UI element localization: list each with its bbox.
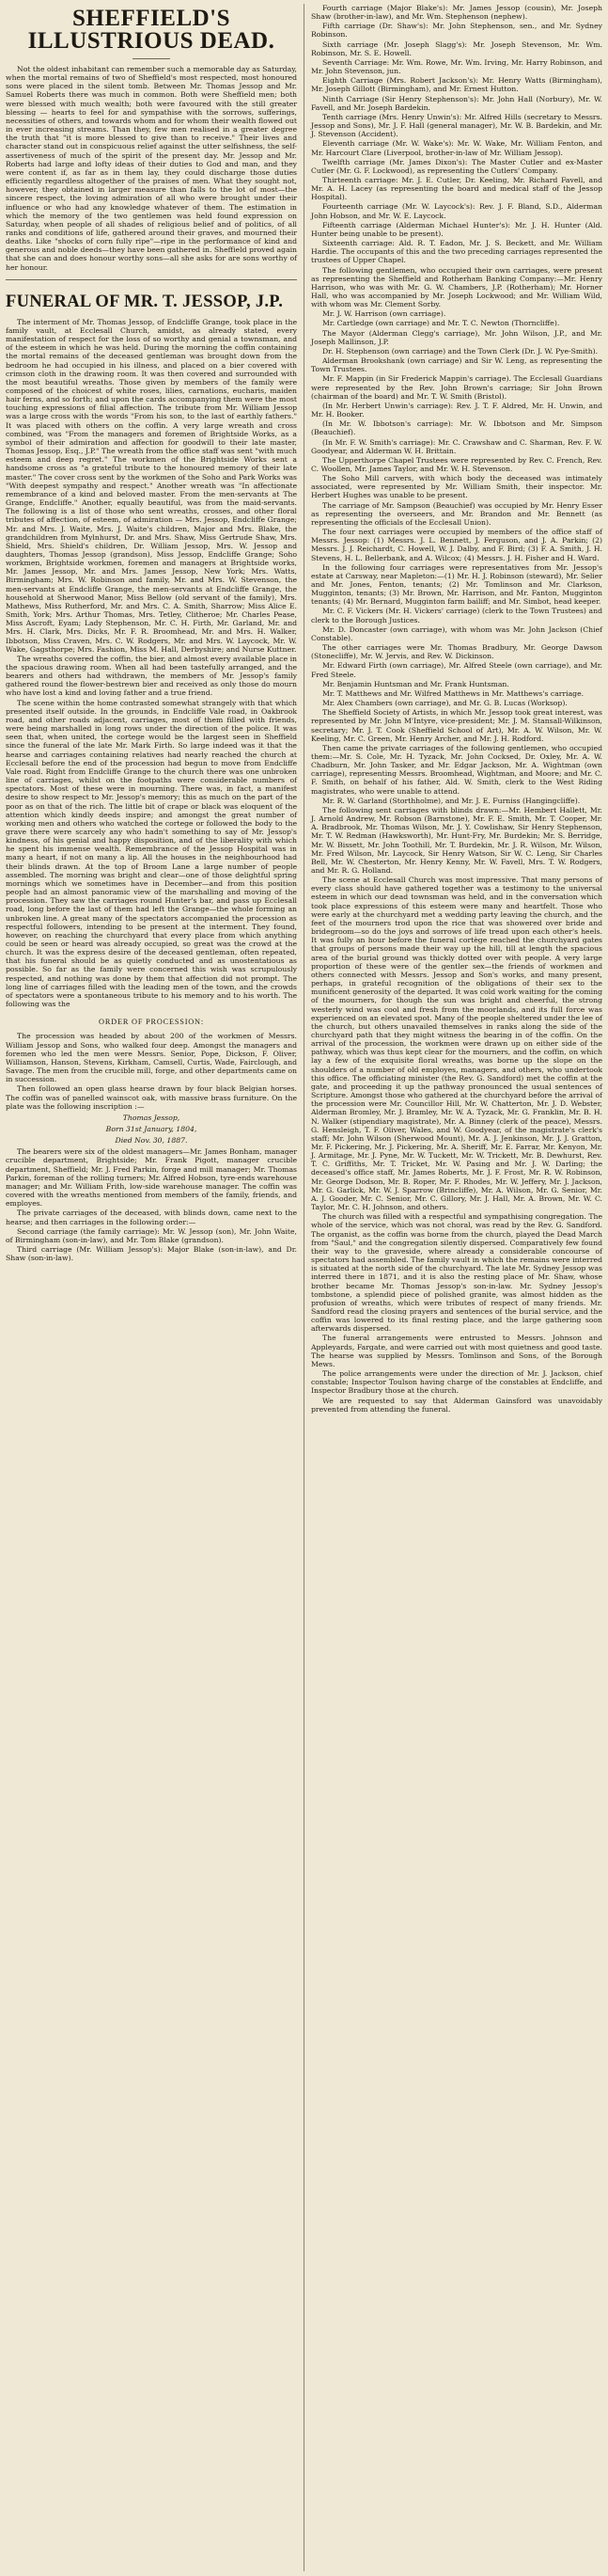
body-paragraph: The following sent carriages with blinds drawn:—Mr. Hembert Hallett, Mr. J. Arnold Andrew, Mr. Robson (Barnstone), Mr. F. E. Smith, Mr. T. Cooper, Mr. A. Bradbrook, Mr. Thomas Wilson, Mr. J. Y. Cowlishaw, Sir Henry Stephenson, Mr. T. W. Redman (Hawksworth), Mr. Hunt-Fry, Mr. Burdekin; Mr. S. Berridge, Mr. W. Bissett, Mr. John Toothill, Mr. T. Burdekin, Mr. J. R. Wilson, Mr. Wilson, Mr. Fred Wilson, Mr. Laycock, Sir Henry Watson, Sir W. C. Leng, Sir Charles Bell, Mr. W. Chesterton, Mr. Henry Kenny, Mr. W. Favell, Mrs. T. W. Rodgers, and Mr. R. G. Holland.	[311, 805, 602, 875]
body-paragraph: Fifth carriage (Dr. Shaw's): Mr. John Stephenson, sen., and Mr. Sydney Robinson.	[311, 22, 602, 40]
body-paragraph: The police arrangements were under the direction of Mr. J. Jackson, chief constable; Inspector Toulson having charge of the constables at Endcliffe, and Inspector Bradbury those at the church.	[311, 1369, 602, 1396]
body-paragraph: Mr. J. W. Harrison (own carriage).	[322, 309, 446, 319]
body-paragraph: Ninth Carriage (Sir Henry Stephenson's): Mr. John Hall (Norbury), Mr. W. Favell, and Mr. Joseph Bardekin.	[311, 94, 602, 112]
body-paragraph: The Sheffield Society of Artists, in which Mr. Jessop took great interest, was represented by Mr. John M'Intyre, vice-president; Mr. J. M. Stansall-Wilkinson, secretary; Mr. J. T. Cook (Sheffield School of Art), Mr. A. W. Wilson, Mr. W. Keeling, Mr. C. Green, Mr. Henry Archer, and Mr. J. H. Rodford.	[311, 708, 602, 743]
article-title: SHEFFIELD'S ILLUSTRIOUS DEAD.	[27, 6, 275, 54]
body-paragraph: The bearers were six of the oldest managers—Mr. James Bonham, manager crucible department, Brightside; Mr. Frank Pigott, manager crucible department, Sheffield; Mr. J. Fred Parkin, forge and mill manager; Mr. Thomas Parkin, foreman of the rolling turners; Mr. Alfred Hobson, tyre-ends warehouse manager; and Mr. William Frith, low-side warehouse manager. The coffin was covered with the wreaths mentioned from members of the family, friends, and employes.	[6, 1147, 297, 1209]
body-paragraph: Second carriage (the family carriage): Mr. W. Jessop (son), Mr. John Waite, of Birmingham (son-in-law), and Mr. Tom Blake (grandson).	[6, 1226, 297, 1244]
body-paragraph: Alderman Brookshank (own carriage) and Sir W. Leng, as representing the Town Trustees.	[311, 356, 602, 374]
body-paragraph: The church was filled with a respectful and sympathising congregation. The whole of the service, which was not choral, was read by the Rev. G. Sandford. The organist, as the coffin was borne from the church, played the Dead March from "Saul," and the congregation silently dispersed. Comparatively few found their way to the graveside, where already a considerable concourse of spectators had assembled. The family vault in which the remains were interred is situated at the north side of the churchyard. The late Mr. Sydney Jessop was interred there in 1871, and it is also the resting place of Mr. Shaw, whose brother became Mr. Thomas Jessop's son-in-law. Mr. Sydney Jessop's tombstone, a splendid piece of polished granite, was almost hidden as the profusion of wreaths, which were tributes of respect of many friends. Mr. Sandford read the closing prayers and sentences of the burial service, and the coffin was lowered to its final resting place, and the large gathering soon afterwards dispersed.	[311, 1212, 602, 1334]
body-paragraph: Tenth carriage (Mrs. Henry Unwin's): Mr. Alfred Hills (secretary to Messrs. Jessop and Sons), Mr. J. F. Hall (general manager), Mr. W. B. Bardekin, and Mr. J. Stevenson (Accident).	[311, 112, 602, 139]
body-paragraph: Eighth Carriage (Mrs. Robert Jackson's): Mr. Henry Watts (Birmingham), Mr. Joseph Gillott (Birmingham), and Mr. Ernest Hutton.	[311, 76, 602, 94]
body-paragraph: Mr. F. Mappin (in Sir Frederick Mappin's carriage). The Ecclesall Guardians were represented by the Rev. John Brown's carriage; Sir John Brown (chairman of the board) and Mr. T. W. Smith (Bristol).	[311, 374, 602, 401]
body-paragraph: Twelfth carriage (Mr. James Dixon's): The Master Cutler and ex-Master Cutler (Mr. G. F. Lockwood), as representing the Cutlers' Company.	[311, 157, 602, 175]
body-paragraph: (In Mr. F. W. Smith's carriage): Mr. C. Crawshaw and C. Sharman, Rev. F. W. Goodyear, and Alderman W. H. Brittain.	[311, 437, 602, 455]
body-paragraph: In the following four carriages were representatives from Mr. Jessop's estate at Carsway, near Mapleton:—(1) Mr. H. J. Robinson (steward), Mr. Selier and Mr. Jones, Fenton, tenants; (2) Mr. Tomlinson and Mr. Clarkson, Mugginton, tenants; (3) Mr. Brown, Mr. Harrison, and Mr. Fanton, Mugginton tenants; (4) Mr. Bernard, Mugginton farm bailiff; and Mr. Simbot, head keeper.	[311, 562, 602, 607]
body-paragraph: The private carriages of the deceased, with blinds down, came next to the hearse; and then carriages in the following order:—	[6, 1209, 297, 1226]
body-paragraph: Sixth carriage (Mr. Joseph Slagg's): Mr. Joseph Stevenson, Mr. Wm. Robinson, Mr. S. E. Howell.	[311, 40, 602, 57]
body-paragraph: The interment of Mr. Thomas Jessop, of Endcliffe Grange, took place in the family vault, at Ecclesall Church, amidst, as already stated, every manifestation of respect for the loss of so worthy and genial a townsman, and of the esteem in which he was held. During the morning the coffin containing the mortal remains of the deceased gentleman was brought down from the bedroom he had occupied in his illness, and placed on a bier covered with crimson cloth in the drawing room. It was then covered and surrounded with the most beautiful wreaths. Those given by members of the family were composed of the choicest of white roses, lilies, carnations, eucharis, maiden hair ferns, and so forth; and upon the cards accompanying them were the most touching expressions of filial affection. The tribute from Mr. William Jessop was a large cross with the words "From his son, to the last of earthly fathers." It was placed with others on the coffin. A very large wreath and cross combined, was "From the managers and foremen of Brightside Works, as a symbol of their admiration and affection for goodwill to their late master, Thomas Jessop, Esq., J.P." The wreath from the office staff was sent "with much esteem and deep regret." The workmen of the Brightside Works sent a handsome cross as "a grateful tribute to the honoured memory of their late master." The cover cross sent by the workmen of the Soho and Park Works was "With deepest sympathy and respect." Another wreath was "In affectionate remembrance of a kind and beloved master. From the men-servants at The Grange, Endcliffe." Another, equally beautiful, was from the maid-servants. The following is a list of those who sent wreaths, crosses, and other floral tributes of affection, of esteem, of admiration — Mrs. Jessop, Endcliffe Grange; Mr. and Mrs. J. Waite, Mrs. J. Waite's children, Major and Mrs. Blake, the grandchildren from Mylnhurst, Dr. and Mrs. Shaw, Miss Gertrude Shaw, Mrs. Shield, Mrs. Shield's children, Dr. William Jessop, Mrs. W. Jessop and daughters, Thomas Jessop (grandson), Miss Jessop, Endcliffe Grange; Soho workmen, Brightside workmen, foremen and managers at Brightside works, Mr. James Jessop, Mr. and Mrs. James Jessop, New York; Mrs. Watts, Birmingham; Mrs. W. Robinson and family, Mr. and Mrs. W. Stevenson, the men-servants at Endcliffe Grange, the men-servants at Endcliffe Grange, the household at Sherwood Manor, Miss Bellow (old servant of the family), Mrs. Mathews, Miss Rutherford, Mr. and Mrs. C. A. Smith, Sharrow; Miss Alice E. Smith, York; Mrs. Arthur Thomas, Mrs. Tetley, Clitheroe; Mr. Charles Pease, Miss Ascroft, Eyam; Lady Stephenson, Mr. C. H. Firth, Mr. Garland, Mr. and Mrs. H. Clark, Mrs. Dicks, Mr. F. R. Broomhead, Mr. and Mrs. H. Walker, Ibbotson, Miss Craven, Mrs. C. W. Rodgers, Mr. and Mrs. W. Laycock, Mr. W. Wake, Gagsthorpe; Mrs. Fashion, Miss M. Hall, Derbyshire; and Nurse Kuttner.	[6, 317, 297, 654]
body-paragraph: Mr. Edward Firth (own carriage), Mr. Alfred Steele (own carriage), and Mr. Fred Steele.	[311, 661, 602, 679]
body-paragraph: Mr. T. Matthews and Mr. Wilfred Matthews in Mr. Matthews's carriage.	[322, 688, 585, 698]
order-of-procession-heading: ORDER OF PROCESSION:	[99, 1018, 204, 1027]
body-paragraph: The other carriages were Mr. Thomas Bradbury, Mr. George Dawson (Stonecliffe), Mr. W. Jervis, and Rev. W. Dickinson.	[311, 643, 602, 661]
body-paragraph: Mr. Benjamin Huntsman and Mr. Frank Huntsman.	[322, 679, 509, 688]
body-paragraph: Then followed an open glass hearse drawn by four black Belgian horses. The coffin was of panelled wainscot oak, with massive brass furniture. On the plate was the following inscription :—	[6, 1084, 297, 1111]
body-paragraph: Fourth carriage (Major Blake's): Mr. James Jessop (cousin), Mr. Joseph Shaw (brother-in-law), and Mr. Wm. Stephenson (nephew).	[311, 4, 602, 22]
inscription-name: Thomas Jessop,	[122, 1113, 180, 1122]
body-paragraph: Dr. H. Stephenson (own carriage) and the Town Clerk (Dr. J. W. Pye-Smith).	[322, 346, 599, 356]
body-paragraph: The scene within the home contrasted somewhat strangely with that which presented itself outside. In the grounds, in Endcliffe Vale road, in Oakbrook road, and other roads adjacent, carriages, most of them filled with friends, were being marshalled in long rows under the direction of the police. It was seen that, when united, the cortege would be the largest seen in Sheffield since the funeral of the late Mr. Mark Firth. So large indeed was it that the hearse and carriages containing relatives had nearly reached the church at Ecclesall before the end of the procession had begun to move from Endcliffe Vale road. Right from Endcliffe Grange to the church there was one unbroken line of carriages, whilst on the footpaths were considerable numbers of spectators. Most of these were in mourning. There was, in fact, a manifest desire to show respect to Mr. Jessop's memory; this as much on the part of the poor as on that of the rich. The little bit of crape or black was eloquent of the attention which kindly deeds inspire; and amongst the great number of working men and others who watched the cortege or followed the body to the grave there were scarcely any who hadn't something to say of Mr. Jessop's kindness, of his genial and happy disposition, and of the liberality with which he spent his immense wealth. Remembrance of the Jessop Hospital was in many a heart, if not on many a lip. All the houses in the neighbourhood had their blinds drawn. At the top of Broom Lane a large number of people assembled. The morning was bright and clear—one of those delightful spring mornings which we sometimes have in December—and from this position people had an almost panoramic view of the marshalling and moving of the procession. They saw the carriages round Hunter's bar, and pass up Ecclesall road, long before the last of them had left the Grange—the whole forming an unbroken line. A great many of the spectators accompanied the procession as respectful followers, intending to be present at the interment. They found, however, on reaching the churchyard that every place from which anything could be seen or heard was already occupied, so great was the crowd at the church. It was the express desire of the deceased gentleman, often repeated, that his funeral should be as quietly conducted and as unostentatious as possible. So far as the family were concerned this wish was scrupulously respected, and nothing was done by them that affection did not prompt. The long line of carriages filled with the leading men of the town, and the crowds of spectators were a spontaneous tribute to his memory and to his worth. The following was the	[6, 698, 297, 1009]
body-paragraph: The carriage of Mr. Sampson (Beauchief) was occupied by Mr. Henry Esser as representing the overseers, and Mr. Brandon and Mr. Bennett (as representing the officials of the Ecclesall Union).	[311, 500, 602, 527]
body-paragraph: Thirteenth carriage: Mr. J. E. Cutler, Dr. Keeling, Mr. Richard Favell, and Mr. A. H. Lacey (as representing the board and medical staff of the Jessop Hospital).	[311, 175, 602, 202]
body-paragraph: (In Mr. W. Ibbotson's carriage): Mr. W. Ibbotson and Mr. Simpson (Beauchief).	[311, 419, 602, 437]
title-rule	[133, 58, 170, 59]
right-column	[311, 4, 602, 1414]
body-paragraph: The funeral arrangements were entrusted to Messrs. Johnson and Appleyards, Fargate, and were carried out with most quietness and good taste. The hearse was supplied by Messrs. Tomlinson and Sons, of the Borough Mews.	[311, 1334, 602, 1368]
left-column	[6, 4, 297, 1262]
body-paragraph: Then came the private carriages of the following gentlemen, who occupied them:—Mr. S. Cole, Mr. H. Tyzack, Mr. John Cocksed, Dr. Oxley, Mr. A. W. Chadburn, Mr. John Tasker, and Mr. Edgar Jackson, Mr. A. Wightman (own carriage), representing Messrs. Broomhead, Wightman, and Moore; and Mr. C. F. Smith, on behalf of his father, Ald. W. Smith, clerk to the West Riding magistrates, who were unable to attend.	[311, 743, 602, 796]
body-paragraph: The following gentlemen, who occupied their own carriages, were present as representing the Sheffield and Rotherham Banking Company:—Mr. Henry Harrison, who was with Mr. G. W. Chambers, J.P. (Rotherham); Mr. Horner Hall, who was accompanied by Mr. Joseph Lockwood; and Mr. William Wild, with whom was Mr. Clement Sorby.	[311, 265, 602, 309]
body-paragraph: We are requested to say that Alderman Gainsford was unavoidably prevented from attending the funeral.	[311, 1396, 602, 1414]
inscription-born: Born 31st January, 1804,	[105, 1124, 197, 1133]
body-paragraph: Sixteenth carriage: Ald. R. T. Eadon, Mr. J. S. Beckett, and Mr. William Hardie. The occupants of this and the two preceding carriages represented the trustees of Upper Chapel.	[311, 239, 602, 265]
intro-paragraph: Not the oldest inhabitant can remember such a memorable day as Saturday, when the mortal remains of two of Sheffield's most respected, most honoured sons were placed in the silent tomb. Between Mr. Thomas Jessop and Mr. Samuel Roberts there was much in common. Both were Sheffield men; both were blessed with much wealth; both were favoured with the still greater blessing — hearts to feel for and sympathise with the sorrows, sufferings, necessities of others, and towards whom and for whom their wealth flowed out in ever increasing streams. Than they, few men realised in a greater degree the truth that "it is more blessed to give than to receive." Their lives and character stand out in conspicuous relief against the utter selfishness, the self-assertiveness of much of the spirit of the present day. Mr. Jessop and Mr. Roberts had large and lofty ideas of their duties to God and man, and they were content if, as far as in them lay, they could discharge those duties efficiently regardless altogether of the praises of men. What they sought not, however, they obtained in larger measure than falls to the lot of most—the sincere respect, the loving admiration of all who were brought under their influence or who had any knowledge whatever of them. The estimation in which the memory of the two gentlemen was held found expression on Saturday, when people of all shades of religious belief and of politics, of all ranks and conditions of life, gathered around their graves, and mourned their deaths. Like "shocks of corn fully ripe"—ripe in the performance of kind and generous and noble deeds—they have been gathered in. Sheffield proved again that she can and does honour worthy sons—all she asks for are sons worthy of her honour.	[6, 65, 297, 272]
body-paragraph: Fourteenth carriage (Mr. W. Laycock's): Rev. J. F. Bland, S.D., Alderman John Hobson, and Mr. W. E. Laycock.	[311, 202, 602, 220]
body-paragraph: The Soho Mill carvers, with which body the deceased was intimately associated, were represented by Mr. William Smith, their inspector. Mr. Herbert Hughes was unable to be present.	[311, 474, 602, 500]
body-paragraph: The wreaths covered the coffin, the bier, and almost every available place in the spacious drawing room. When all had been tastefully arranged, and the bearers and others had withdrawn, the members of Mr. Jessop's family gathered round the flower-bestrewn bier and received as only those do mourn who have lost a kind and loving father and a true friend.	[6, 654, 298, 698]
funeral-heading: FUNERAL OF MR. T. JESSOP, J.P.	[6, 292, 284, 311]
body-paragraph: Mr. D. Doncaster (own carriage), with whom was Mr. John Jackson (Chief Constable).	[311, 624, 602, 642]
section-rule	[6, 279, 297, 280]
body-paragraph: Fifteenth carriage (Alderman Michael Hunter's): Mr. J. H. Hunter (Ald. Hunter being unable to be present).	[311, 220, 602, 238]
inscription-died: Died Nov. 30, 1887.	[115, 1136, 188, 1146]
body-paragraph: The Upperthorpe Chapel Trustees were represented by Rev. C. French, Rev. C. Woollen, Mr. James Taylor, and Mr. W. H. Stevenson.	[311, 455, 602, 473]
body-paragraph: (In Mr. Herbert Unwin's carriage): Rev. J. T. F. Aldred, Mr. H. Unwin, and Mr. H. Booker.	[311, 401, 602, 419]
body-paragraph: Mr. R. W. Garland (Storthholme), and Mr. J. E. Furniss (Hangingcliffe).	[322, 796, 581, 805]
body-paragraph: Mr. C. F. Vickers (Mr. H. Vickers' carriage) (clerk to the Town Trustees) and clerk to the Borough Justices.	[311, 607, 602, 624]
body-paragraph: The scene at Ecclesall Church was most impressive. That many persons of every class should have gathered together was a testimony to the universal esteem in which our dead townsman was held, and in the conversation which took place expressions of this esteem were many and heartfelt. Those who were early at the churchyard met a wedding party leaving the church, and the feet of the mourners trod upon the rice that was showered over bride and bridegroom—so do the joys and sorrows of life tread upon each other's heels. It was fully an hour before the funeral cortège reached the churchyard gates that groups of persons made their way up the hill, till at length the spacious area of the burial ground was thickly dotted over with people. A very large proportion of these were of the gentler sex—the friends of workmen and others connected with Messrs. Jessop and Son's works, and many present, perhaps, in grateful recognition of the obligations of their sex to the munificent generosity of the departed. It was cold work waiting for the coming of the mourners, for though the sun was bright and cheerful, the strong westerly wind was cool and fresh from the moorlands, and its full force was experienced on an elevated spot. Many of the people sheltered under the lee of the church, but others unavailed themselves in ranks along the side of the churchyard path that they might witness the bearing in of the coffin. On the arrival of the procession, the workmen were drawn up on either side of the pathway, which was thus kept clear for the mourners, and the coffin, on which lay a few of the exquisite floral wreaths, was borne up the slope on the shoulders of a number of old employes, managers, and others, who undertook this office. The officiating minister (the Rev. G. Sandford) met the coffin at the gate, and proceeding it up the pathway pronounced the usual sentences of Scripture. Amongst those who gathered at the churchyard before the arrival of the procession were Mr. Councillor Hill, Mr. W. Chatterton, Mr. J. D. Webster, Alderman Bromley, Mr. J. Bramley, Mr. W. A. Tyzack, Mr. G. Franklin, Mr. B. H. N. Walker (stipendiary magistrate), Mr. A. Binney (clerk of the peace), Messrs. G. Hensleigh, T. F. Oliver, Wales, and W. Goodyear, of the magistrate's clerk's staff; Mr. John Wilson (Sherwood Mount), Mr. A. J. Jenkinson, Mr. J. J. Gratton, Mr. F. Pickering, Mr. J. Pickering, Mr. A. Sheriff, Mr. E. Farrar, Mr. Kenyon, Mr. J. Armitage, Mr. J. Pyne, Mr. W. Tuckett, Mr. W. Trickett, Mr. B. Dewhurst, Rev. T. C. Griffiths, Mr. T. Tricket, Mr. W. Pasing and Mr. J. W. Darling; the deceased's office staff, Mr. James Roberts, Mr. J. F. Frost, Mr. R. W. Robinson, Mr. George Dodson, Mr. B. Roper, Mr. F. Rhodes, Mr. W. Jeffery, Mr. J. Jackson, Mr. G. Garlick, Mr. W. J. Sparrow (Brincliffe), Mr. A. Wilson, Mr. G. Senior, Mr. A. J. Gooder, Mr. C. Senior, Mr. C. Gillory, Mr. J. Hall, Mr. A. Brown, Mr. W. C. Taylor, Mr. C. H. Johnson, and others.	[311, 876, 602, 1212]
body-paragraph: Seventh Carriage: Mr. Wm. Rowe, Mr. Wm. Irving, Mr. Harry Robinson, and Mr. John Stevenson, jun.	[311, 57, 602, 76]
body-paragraph: Mr. Alex Chambers (own carriage), and Mr. G. B. Lucas (Worksop).	[322, 699, 568, 708]
body-paragraph: The procession was headed by about 200 of the workmen of Messrs. William Jessop and Sons, who walked four deep. Amongst the managers and foremen who led the men were Messrs. Senior, Pope, Dickson, F. Oliver, Williamson, Hanson, Stevens, Kirkham, Camsell, Curtis, Wade, Fairclough, and Savage. The men from the crucible mill, forge, and other departments came on in succession.	[6, 1032, 297, 1084]
body-paragraph: The Mayor (Alderman Clegg's carriage), Mr. John Wilson, J.P., and Mr. Joseph Mallinson, J.P.	[311, 328, 602, 346]
body-paragraph: Eleventh carriage (Mr. W. Wake's): Mr. W. Wake, Mr. William Fenton, and Mr. Harcourt Clare (Liverpool, brother-in-law of Mr. William Jessop).	[311, 139, 602, 157]
body-paragraph: The four next carriages were occupied by members of the office staff of Messrs. Jessop: (1) Messrs. J. L. Bennett, J. Ferguson, and J. A. Parkin; (2) Messrs. J. J. Reichardt, C. Howell, W. J. Dalby, and F. Bird; (3) F. A. Smith, J. H. Stevens, H. L. Bellerbank, and A. Wilcox; (4) Messrs. J. H. Fisher and H. Ward.	[311, 528, 602, 562]
body-paragraph: Third carriage (Mr. William Jessop's): Major Blake (son-in-law), and Dr. Shaw (son-in-law).	[6, 1245, 297, 1263]
body-paragraph: Mr. Cartledge (own carriage) and Mr. T. C. Newton (Thorncliffe).	[322, 319, 560, 328]
